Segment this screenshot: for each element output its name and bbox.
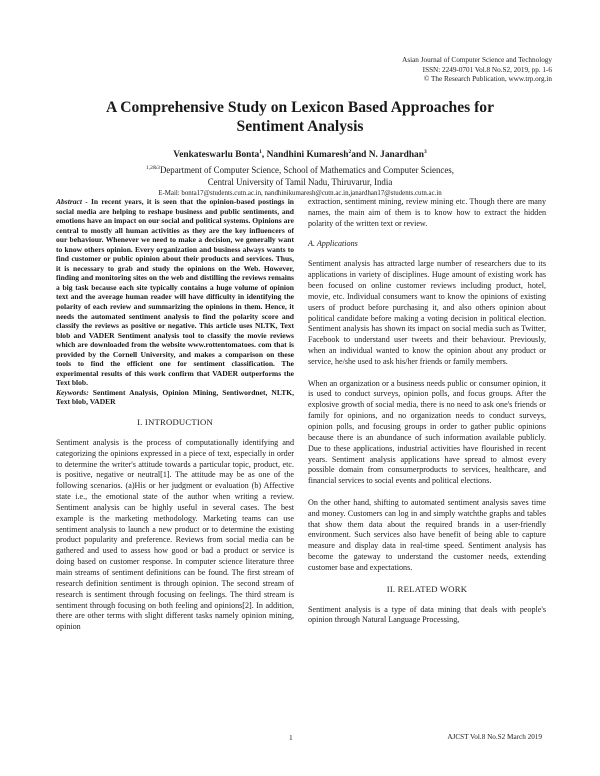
affiliation-line-1 — [40, 162, 560, 176]
applications-heading: A. Applications — [308, 238, 358, 248]
author-2-sup: 2 — [348, 149, 352, 155]
applications-paragraph-1: Sentiment analysis has attracted large number of researchers due to its applications in variety of disciplines. Huge amount of existing work has been focused on online customer reviews including product, hotel, movie, etc. Individual consumers want to know the opinions of existing users of product before purchasing it, and also others opinion about political candidate before making a voting decision in political election. Sentiment analysis has shown its impact on social media such as Twitter, Facebook to understand user tweets and their behaviour. Previously, when an individual wanted to know the opinion about any product or service, he/she used to ask his/her friends or family members. — [308, 259, 546, 366]
paper-title — [60, 98, 540, 136]
journal-issn: ISSN: 2249-0701 Vol.8 No.S2, 2019, pp. 1-6 — [422, 65, 552, 74]
introduction-heading: I. INTRODUCTION — [137, 417, 213, 428]
author-emails: E-Mail: bonta17@students.cutn.ac.in, nandhinikumaresh@cutn.ac.in,janardhan17@students.cutn.ac.in — [158, 189, 442, 197]
keywords — [56, 388, 294, 407]
journal-publisher: © The Research Publication, www.trp.org.in — [423, 75, 552, 84]
abstract-label: Abstract - — [56, 197, 88, 206]
author-names: Venkateswarlu Bonta$^1$, Nandhini Kumaresh$^2$and N. Janardhan$^3$ — [173, 149, 427, 161]
title-line-2: Sentiment Analysis — [236, 118, 364, 135]
affiliation-dept: Department of Computer Science, School of Mathematics and Computer Sciences, — [159, 164, 454, 175]
keywords-text: Sentiment Analysis, Opinion Mining, Sentiwordnet, NLTK, Text blob, VADER — [56, 387, 294, 407]
applications-paragraph-3: On the other hand, shifting to automated sentiment analysis saves time and money. Customers can log in and simply watchthe graphs and tables that show them data about the required brands in a user-friendly environment. Such services also have benefit of being able to capture measure and display data in real-time speed. Sentiment analysis has become the gateway to understand the customer needs, extending customer base and expectations. — [308, 497, 546, 572]
journal-name: Asian Journal of Computer Science and Technology — [402, 56, 552, 64]
abstract-text: In recent years, it is seen that the opinion-based postings in social media are helping to reshape business and public sentiments, and emotions have an impact on our social and political systems. Opinions are central to mostly all human activities as they are the key influencers of our behaviour. Whenever we need to make a decision, we generally want to know others opinion. Every organization and business always wants to find customer or public opinion about their products and services. Thus, it is necessary to grab and study the opinions on the Web. However, finding and monitoring sites on the web and distilling the reviews remains a big task because each site typically contains a huge volume of opinion text and the average human reader will have difficulty in identifying the polarity of each review and summarizing the opinions in them. Hence, it needs the automated sentiment analysis to find the polarity score and classify the reviews as positive or negative. This article uses NLTK, Text blob and VADER Sentiment analysis tool to classify the movie reviews which are downloaded from the website www.rottentomatoes. com that is provided by the Cornell University, and makes a comparison on these tools to find the efficient one for sentiment classification. The experimental results of this work confirm that VADER outperforms the Text blob. — [56, 197, 295, 388]
journal-header — [402, 56, 552, 85]
keywords-label: Keywords: — [56, 387, 89, 397]
author-1: Venkateswarlu Bonta — [173, 150, 260, 161]
author-3: and N. Janardhan — [351, 150, 424, 161]
page-number: 1 — [289, 733, 293, 742]
applications-paragraph-2: When an organization or a business needs public or consumer opinion, it is used to conduct surveys, opinion polls, and focus groups. After the explosive growth of social media, there is no need to ask one's friends or family for opinions, and no organization needs to conduct surveys, opinion polls, and focusing groups in order to gather public opinions because there is an abundance of such information available publicly. Due to these applications, industrial activities have flourished in recent years. Sentiment analysis applications have spread to almost every possible domain from consumerproducts to services, healthcare, and financial services to social events and political elections. — [308, 378, 546, 486]
related-work-heading: II. RELATED WORK — [386, 583, 468, 594]
footer-journal-ref: AJCST Vol.8 No.S2 March 2019 — [447, 733, 542, 741]
affiliation-sup: 1,2&3 — [146, 164, 160, 171]
related-work-paragraph: Sentiment analysis is a type of data mining that deals with people's opinion through Natural Language Processing, — [308, 604, 546, 625]
right-column — [308, 197, 546, 626]
affiliation-line-2: Central University of Tamil Nadu, Thiruvarur, India — [207, 176, 393, 187]
author-1-sup: 1 — [259, 149, 262, 155]
author-block — [40, 146, 560, 200]
left-column — [56, 197, 294, 633]
introduction-paragraph: Sentiment analysis is the process of computationally identifying and categorizing the opinions expressed in a piece of text, especially in order to determine the writer's attitude towards a particular topic, product, etc. is positive, negative or neutral[1]. The attitude may be as one of the following scenarios. (a)His or her judgment or evaluation (b) Affective state i.e., the emotional state of the author when writing a review. Sentiment analysis can be highly useful in several cases. The best example is the marketing methodology. Marketing teams can use sentiment analysis to launch a new product or to determine the existing product popularity and preference. Reviews from social media can be gathered and used to assess how good or bad a product or service is doing based on customer response. In computer science literature three main streams of sentiment definitions can be found. The first stream of research definition sentiment is through opinion. The second stream of research is sentiment through focusing on feelings. The third stream is sentiment through focusing on both feeling and opinions[2]. In addition, there are other terms with slight different tasks namely opinion mining, opinion — [56, 437, 294, 632]
author-2: Nandhini Kumaresh — [266, 150, 349, 161]
intro-continuation-paragraph: extraction, sentiment mining, review mining etc. Though there are many names, the main aim of them is to know how to extract the hidden polarity of the written text or review. — [308, 197, 546, 228]
abstract — [56, 197, 294, 388]
author-3-sup: 3 — [423, 149, 427, 155]
title-line-1: A Comprehensive Study on Lexicon Based Approaches for — [105, 99, 494, 116]
